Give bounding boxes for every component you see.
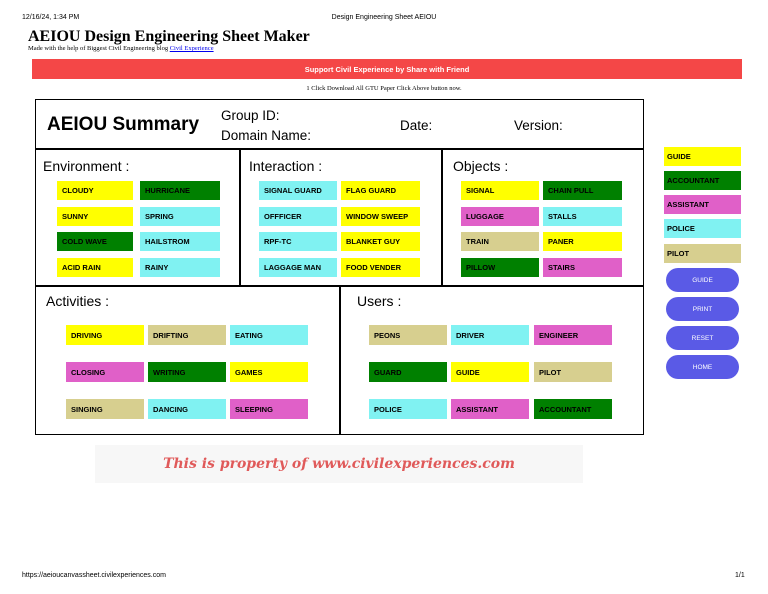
interaction-tag[interactable]: LAGGAGE MAN bbox=[259, 258, 337, 277]
download-note: 1 Click Download All GTU Paper Click Above button now. bbox=[306, 85, 462, 92]
activities-title: Activities : bbox=[46, 293, 110, 309]
objects-tag[interactable]: PILLOW bbox=[461, 258, 539, 277]
activities-tag[interactable]: SINGING bbox=[66, 399, 144, 419]
users-tag[interactable]: GUIDE bbox=[451, 362, 529, 382]
divider bbox=[239, 149, 241, 286]
guide-button[interactable]: GUIDE bbox=[666, 268, 739, 292]
activities-tag[interactable]: DRIVING bbox=[66, 325, 144, 345]
users-tag[interactable]: POLICE bbox=[369, 399, 447, 419]
environment-tag[interactable]: HAILSTROM bbox=[140, 232, 220, 251]
print-button[interactable]: PRINT bbox=[666, 297, 739, 321]
interaction-tag[interactable]: FOOD VENDER bbox=[341, 258, 420, 277]
objects-tag[interactable]: STALLS bbox=[543, 207, 622, 226]
activities-tag[interactable]: EATING bbox=[230, 325, 308, 345]
environment-title: Environment : bbox=[43, 158, 130, 174]
environment-tag[interactable]: SPRING bbox=[140, 207, 220, 226]
support-button[interactable]: Support Civil Experience by Share with Friend bbox=[32, 59, 742, 79]
objects-tag[interactable]: LUGGAGE bbox=[461, 207, 539, 226]
users-title: Users : bbox=[357, 293, 402, 309]
environment-tag[interactable]: RAINY bbox=[140, 258, 220, 277]
objects-tag[interactable]: CHAIN PULL bbox=[543, 181, 622, 200]
activities-tag[interactable]: GAMES bbox=[230, 362, 308, 382]
activities-tag[interactable]: DANCING bbox=[148, 399, 226, 419]
users-tag[interactable]: PILOT bbox=[534, 362, 612, 382]
objects-tag[interactable]: SIGNAL bbox=[461, 181, 539, 200]
divider bbox=[36, 148, 643, 150]
activities-tag[interactable]: SLEEPING bbox=[230, 399, 308, 419]
users-tag[interactable]: DRIVER bbox=[451, 325, 529, 345]
activities-tag[interactable]: WRITING bbox=[148, 362, 226, 382]
environment-tag[interactable]: SUNNY bbox=[57, 207, 133, 226]
activities-tag[interactable]: DRIFTING bbox=[148, 325, 226, 345]
users-tag[interactable]: ACCOUNTANT bbox=[534, 399, 612, 419]
date-label: Date: bbox=[400, 118, 433, 133]
palette-tag[interactable]: PILOT bbox=[664, 244, 741, 263]
version-label: Version: bbox=[514, 118, 563, 133]
palette-tag[interactable]: GUIDE bbox=[664, 147, 741, 166]
interaction-tag[interactable]: OFFFICER bbox=[259, 207, 337, 226]
objects-tag[interactable]: STAIRS bbox=[543, 258, 622, 277]
page-title: AEIOU Design Engineering Sheet Maker bbox=[28, 28, 310, 45]
palette-tag[interactable]: POLICE bbox=[664, 219, 741, 238]
summary-heading: AEIOU Summary bbox=[47, 114, 200, 135]
activities-tag[interactable]: CLOSING bbox=[66, 362, 144, 382]
interaction-tag[interactable]: FLAG GUARD bbox=[341, 181, 420, 200]
environment-tag[interactable]: CLOUDY bbox=[57, 181, 133, 200]
users-tag[interactable]: ASSISTANT bbox=[451, 399, 529, 419]
civil-experience-link[interactable]: Civil Experience bbox=[169, 45, 214, 52]
interaction-tag[interactable]: SIGNAL GUARD bbox=[259, 181, 337, 200]
group-id-label: Group ID: bbox=[221, 108, 280, 123]
interaction-tag[interactable]: BLANKET GUY bbox=[341, 232, 420, 251]
divider bbox=[339, 286, 341, 435]
users-tag[interactable]: GUARD bbox=[369, 362, 447, 382]
home-button[interactable]: HOME bbox=[666, 355, 739, 379]
environment-tag[interactable]: COLD WAVE bbox=[57, 232, 133, 251]
print-page-count: 1/1 bbox=[735, 572, 745, 579]
users-tag[interactable]: PEONS bbox=[369, 325, 447, 345]
interaction-tag[interactable]: RPF-TC bbox=[259, 232, 337, 251]
divider bbox=[441, 149, 443, 286]
objects-title: Objects : bbox=[453, 158, 509, 174]
environment-tag[interactable]: ACID RAIN bbox=[57, 258, 133, 277]
subtitle-text: Made with the help of Biggest Civil Engineering blog bbox=[28, 45, 169, 52]
palette-tag[interactable]: ASSISTANT bbox=[664, 195, 741, 214]
interaction-tag[interactable]: WINDOW SWEEP bbox=[341, 207, 420, 226]
environment-tag[interactable]: HURRICANE bbox=[140, 181, 220, 200]
page-subtitle bbox=[28, 45, 214, 52]
users-tag[interactable]: ENGINEER bbox=[534, 325, 612, 345]
watermark: This is property of www.civilexperiences.com bbox=[95, 445, 583, 483]
interaction-title: Interaction : bbox=[249, 158, 323, 174]
objects-tag[interactable]: PANER bbox=[543, 232, 622, 251]
print-footer-url: https://aeioucanvassheet.civilexperiences.com bbox=[22, 572, 166, 579]
print-datetime: 12/16/24, 1:34 PM bbox=[22, 14, 80, 21]
domain-name-label: Domain Name: bbox=[221, 128, 312, 143]
print-doc-title: Design Engineering Sheet AEIOU bbox=[331, 14, 437, 21]
palette-tag[interactable]: ACCOUNTANT bbox=[664, 171, 741, 190]
reset-button[interactable]: RESET bbox=[666, 326, 739, 350]
objects-tag[interactable]: TRAIN bbox=[461, 232, 539, 251]
